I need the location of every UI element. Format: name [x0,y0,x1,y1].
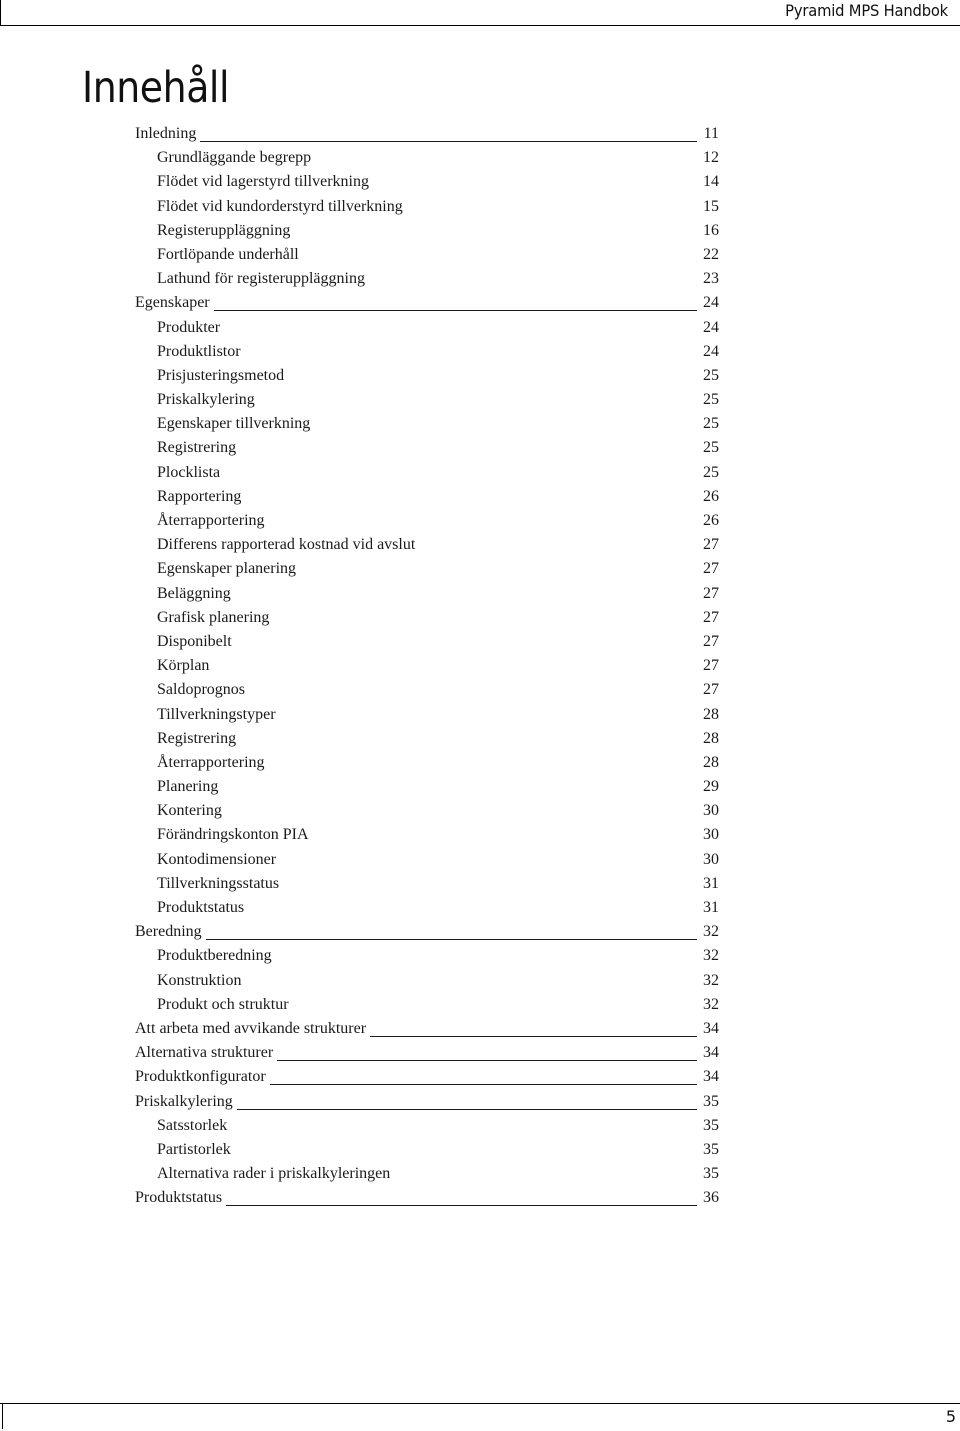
table-of-contents [0,122,960,1210]
toc-section-entry[interactable] [0,364,960,388]
toc-entry-page: 26 [703,487,719,505]
toc-entry-page: 25 [703,391,719,409]
toc-entry-page: 32 [703,995,719,1013]
toc-entry-title: Priskalkylering [135,1090,237,1114]
toc-entry-page: 26 [703,512,719,529]
toc-entry-page: 35 [703,1140,719,1158]
toc-entry-title: Egenskaper planering [157,557,300,581]
toc-entry-title: Planering [157,775,222,799]
toc-section-entry[interactable] [0,1138,960,1162]
toc-section-entry[interactable] [0,316,960,340]
toc-entry-page: 25 [703,439,719,457]
toc-entry-title: Produktstatus [157,896,248,920]
toc-entry-page: 35 [703,1165,719,1183]
toc-section-entry[interactable] [0,195,960,219]
toc-section-entry[interactable] [0,219,960,243]
header-rule [0,25,960,26]
toc-entry-title: Saldoprognos [157,678,249,702]
toc-entry-title: Kontering [157,799,226,823]
toc-entry-title: Produkt och struktur [157,993,293,1017]
toc-section-entry[interactable] [0,461,960,485]
toc-chapter-entry[interactable] [0,1017,960,1041]
toc-entry-page: 15 [703,197,719,215]
toc-section-entry[interactable] [0,146,960,170]
toc-entry-page: 34 [703,1044,719,1062]
toc-entry-title: Priskalkylering [157,388,259,412]
toc-entry-page: 27 [703,536,719,554]
toc-chapter-entry[interactable] [0,122,960,146]
toc-entry-title: Fortlöpande underhåll [157,243,303,267]
running-header-title: Pyramid MPS Handbok [785,1,948,20]
toc-leader-line [135,939,697,940]
toc-entry-title: Förändringskonton PIA [157,823,313,847]
toc-section-entry[interactable] [0,1114,960,1138]
toc-entry-page: 30 [703,850,719,868]
toc-entry-title: Prisjusteringsmetod [157,364,288,388]
toc-entry-title: Att arbeta med avvikande strukturer [135,1017,370,1041]
toc-chapter-entry[interactable] [0,291,960,315]
toc-entry-title: Plocklista [157,461,224,485]
toc-entry-title: Rapportering [157,485,245,509]
toc-entry-page: 34 [703,1019,719,1037]
toc-section-entry[interactable] [0,1162,960,1186]
toc-entry-page: 24 [703,342,719,360]
toc-entry-page: 12 [703,149,719,167]
toc-section-entry[interactable] [0,170,960,194]
toc-entry-title: Produktstatus [135,1186,226,1210]
toc-leader-line [135,141,697,142]
toc-heading: Innehåll [82,63,230,113]
toc-chapter-entry[interactable] [0,1090,960,1114]
toc-entry-page: 11 [703,125,719,142]
toc-entry-page: 32 [703,947,719,965]
toc-entry-title: Kontodimensioner [157,848,280,872]
toc-entry-title: Flödet vid lagerstyrd tillverkning [157,170,373,194]
toc-entry-page: 30 [703,802,719,820]
toc-section-entry[interactable] [0,848,960,872]
toc-section-entry[interactable] [0,630,960,654]
toc-section-entry[interactable] [0,775,960,799]
toc-entry-title: Produktberedning [157,944,276,968]
toc-section-entry[interactable] [0,436,960,460]
toc-section-entry[interactable] [0,606,960,630]
toc-section-entry[interactable] [0,557,960,581]
footer-rule [0,1403,960,1404]
toc-entry-title: Egenskaper tillverkning [157,412,314,436]
toc-section-entry[interactable] [0,727,960,751]
page-number: 5 [945,1407,956,1426]
toc-entry-title: Flödet vid kundorderstyrd tillverkning [157,195,407,219]
toc-section-entry[interactable] [0,969,960,993]
toc-chapter-entry[interactable] [0,920,960,944]
toc-section-entry[interactable] [0,751,960,775]
toc-entry-title: Konstruktion [157,969,245,993]
toc-section-entry[interactable] [0,412,960,436]
toc-entry-page: 36 [703,1189,719,1207]
toc-entry-title: Inledning [135,122,200,146]
toc-entry-title: Registeruppläggning [157,219,294,243]
toc-section-entry[interactable] [0,485,960,509]
toc-section-entry[interactable] [0,340,960,364]
toc-entry-page: 32 [703,971,719,989]
toc-entry-title: Satsstorlek [157,1114,231,1138]
toc-entry-title: Registrering [157,727,240,751]
toc-entry-page: 27 [703,560,719,578]
toc-chapter-entry[interactable] [0,1065,960,1089]
toc-entry-page: 27 [703,608,719,626]
toc-entry-page: 34 [703,1068,719,1086]
toc-entry-page: 22 [703,245,719,263]
toc-section-entry[interactable] [0,823,960,847]
toc-section-entry[interactable] [0,654,960,678]
toc-entry-page: 25 [703,463,719,481]
toc-entry-title: Beläggning [157,582,235,606]
toc-entry-title: Beredning [135,920,206,944]
toc-entry-title: Registrering [157,436,240,460]
toc-entry-title: Tillverkningstyper [157,703,280,727]
toc-section-entry[interactable] [0,993,960,1017]
toc-entry-page: 27 [703,657,719,675]
toc-entry-title: Grundläggande begrepp [157,146,315,170]
toc-entry-page: 27 [703,632,719,650]
toc-section-entry[interactable] [0,267,960,291]
toc-section-entry[interactable] [0,896,960,920]
toc-section-entry[interactable] [0,582,960,606]
toc-entry-page: 29 [703,778,719,796]
toc-entry-page: 16 [703,221,719,239]
header-tick-mark [0,0,1,26]
footer-tick-mark [2,1403,3,1429]
toc-section-entry[interactable] [0,509,960,533]
toc-section-entry[interactable] [0,678,960,702]
toc-entry-page: 31 [703,874,719,892]
toc-entry-page: 28 [703,729,719,747]
toc-leader-line [135,310,697,311]
toc-entry-page: 14 [703,173,719,191]
toc-entry-title: Partistorlek [157,1138,235,1162]
toc-entry-page: 24 [703,318,719,336]
toc-entry-page: 31 [703,899,719,916]
toc-entry-title: Disponibelt [157,630,236,654]
toc-entry-title: Produkter [157,316,224,340]
toc-entry-title: Alternativa rader i priskalkyleringen [157,1162,394,1186]
toc-section-entry[interactable] [0,703,960,727]
toc-entry-page: 24 [703,294,719,312]
toc-entry-page: 30 [703,826,719,844]
toc-entry-title: Alternativa strukturer [135,1041,277,1065]
toc-entry-title: Återrapportering [157,751,269,775]
toc-entry-title: Produktkonfigurator [135,1065,270,1089]
toc-section-entry[interactable] [0,799,960,823]
toc-entry-page: 25 [703,366,719,384]
toc-section-entry[interactable] [0,533,960,557]
toc-entry-page: 35 [703,1092,719,1110]
toc-entry-page: 25 [703,415,719,433]
toc-entry-title: Återrapportering [157,509,269,533]
page-header [0,0,960,28]
toc-entry-title: Egenskaper [135,291,214,315]
toc-entry-page: 27 [703,584,719,602]
toc-entry-page: 28 [703,705,719,723]
page-footer [0,1400,960,1431]
toc-entry-title: Grafisk planering [157,606,273,630]
toc-entry-page: 28 [703,753,719,771]
toc-entry-title: Tillverkningsstatus [157,872,283,896]
toc-entry-title: Produktlistor [157,340,245,364]
toc-chapter-entry[interactable] [0,1041,960,1065]
toc-section-entry[interactable] [0,944,960,968]
toc-section-entry[interactable] [0,872,960,896]
toc-entry-page: 35 [703,1116,719,1134]
toc-entry-title: Lathund för registeruppläggning [157,267,369,291]
toc-entry-page: 23 [703,270,719,288]
toc-entry-page: 27 [703,681,719,699]
toc-section-entry[interactable] [0,388,960,412]
toc-entry-title: Differens rapporterad kostnad vid avslut [157,533,419,557]
toc-entry-page: 32 [703,923,719,941]
toc-section-entry[interactable] [0,243,960,267]
toc-chapter-entry[interactable] [0,1186,960,1210]
toc-entry-title: Körplan [157,654,213,678]
